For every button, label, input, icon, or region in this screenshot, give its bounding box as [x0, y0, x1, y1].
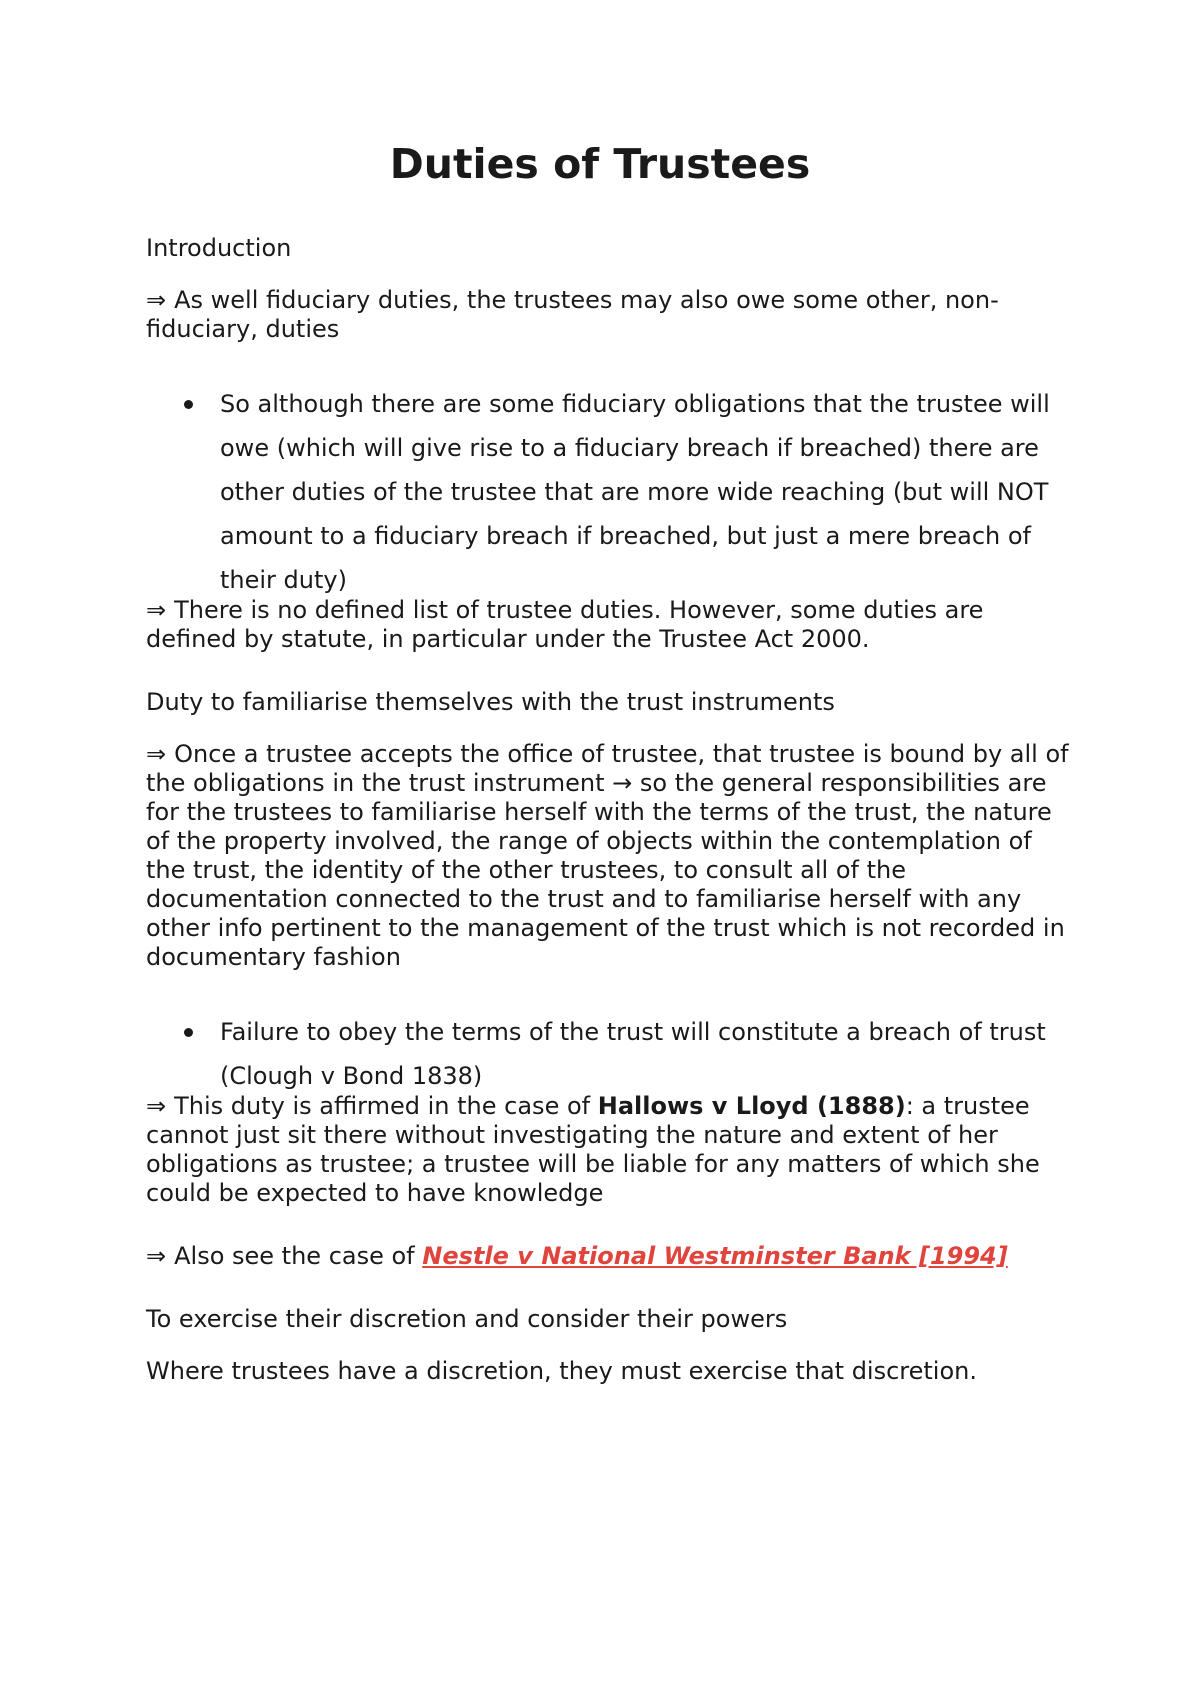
- arrow-icon: ⇒: [146, 1092, 167, 1120]
- case-name-hallows-v-lloyd: Hallows v Lloyd (1888): [597, 1092, 906, 1120]
- document-body: [146, 234, 1076, 1386]
- bullet-icon: [184, 1028, 193, 1037]
- discretion-paragraph-1: Where trustees have a discretion, they must exercise that discretion.: [146, 1357, 977, 1385]
- arrow-icon: ⇒: [146, 596, 167, 624]
- document-title: Duties of Trustees: [389, 140, 811, 188]
- intro-bullet-list: [146, 382, 1076, 602]
- list-item: Failure to obey the terms of the trust will constitute a breach of trust (Clough v Bond 1838): [146, 1010, 1076, 1098]
- arrow-icon: ⇒: [146, 1242, 167, 1270]
- intro-paragraph-2: ⇒ There is no defined list of trustee duties. However, some duties are defined by statute, in particular under the Trustee Act 2000.: [146, 596, 984, 653]
- familiarise-paragraph-3: ⇒ Also see the case of Nestle v National Westminster Bank [1994]: [146, 1242, 1008, 1270]
- familiarise-paragraph-1: ⇒ Once a trustee accepts the office of trustee, that trustee is bound by all of the obligations in the trust instrument → so the general responsibilities are for the trustees to familiarise herself with the terms of the trust, the nature of the property involved, the range of objects within the contemplation of the trust, the identity of the other trustees, to consult all of the documentation connected to the trust and to familiarise herself with any other info pertinent to the management of the trust which is not recorded in documentary fashion: [146, 740, 1069, 971]
- heading-introduction: Introduction: [146, 234, 292, 262]
- heading-familiarise: Duty to familiarise themselves with the trust instruments: [146, 688, 835, 716]
- intro-paragraph-1: ⇒ As well fiduciary duties, the trustees may also owe some other, non-fiduciary, duties: [146, 286, 999, 343]
- list-item: So although there are some fiduciary obligations that the trustee will owe (which will give rise to a fiduciary breach if breached) there are other duties of the trustee that are more wide reaching (but will NOT amount to a fiduciary breach if breached, but just a mere breach of their duty): [146, 382, 1076, 602]
- familiarise-paragraph-2: ⇒ This duty is affirmed in the case of Hallows v Lloyd (1888): a trustee cannot just sit there without investigating the nature and extent of her obligations as trustee; a trustee will be liable for any matters of which she could be expected to have knowledge: [146, 1092, 1040, 1207]
- bullet-icon: [184, 400, 193, 409]
- familiarise-bullet-list: [146, 1010, 1076, 1098]
- arrow-icon: ⇒: [146, 286, 167, 314]
- case-link-nestle[interactable]: Nestle v National Westminster Bank [1994]: [422, 1242, 1008, 1270]
- heading-discretion: To exercise their discretion and consider their powers: [146, 1305, 788, 1333]
- arrow-icon: ⇒: [146, 740, 167, 768]
